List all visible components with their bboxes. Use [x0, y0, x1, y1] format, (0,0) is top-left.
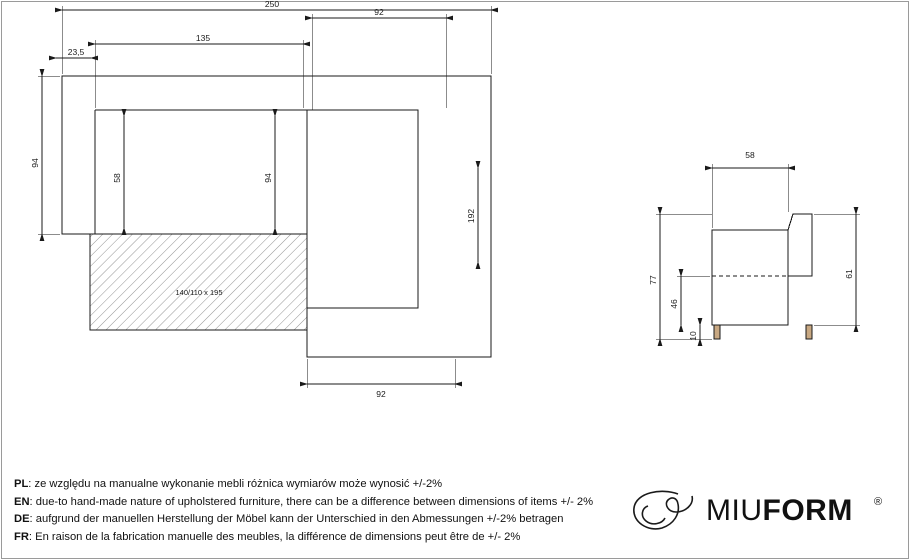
note-row [14, 494, 634, 512]
miuform-mark-icon [628, 488, 700, 534]
dim-back-height: 77 [648, 275, 658, 285]
note-text: : ze względu na manualne wykonanie mebli różnica wymiarów może wynosić +/-2% [28, 478, 443, 490]
dim-overall-width: 250 [264, 0, 280, 9]
dim-seat-depth-mid: 94 [263, 173, 273, 183]
dim-left-depth: 94 [30, 158, 40, 168]
dim-leg-height: 10 [688, 331, 698, 341]
dim-arm-width: 23,5 [67, 47, 85, 57]
brand-wordmark [706, 494, 853, 528]
brand-name-bold: FORM [762, 494, 853, 527]
dim-seat-width-left: 135 [195, 33, 211, 43]
dim-overall-depth: 192 [466, 208, 476, 224]
note-text: : due-to hand-made nature of upholstered furniture, there can be a difference between dimensions of items +/- 2% [29, 495, 594, 508]
dim-side-seat-depth: 58 [745, 150, 755, 160]
dim-seat-depth-left: 58 [112, 173, 122, 183]
note-row [14, 529, 634, 547]
registered-mark: ® [874, 496, 883, 508]
dim-right-section-width: 92 [374, 7, 384, 17]
note-text: : En raison de la fabrication manuelle des meubles, la différence de dimensions peut être de +/- 2% [28, 530, 521, 543]
disclaimer-notes [14, 476, 634, 546]
dim-arm-height: 46 [669, 299, 679, 309]
note-row [14, 511, 634, 529]
note-code: DE [14, 513, 30, 525]
bed-size-label: 140/110 x 195 [175, 288, 223, 297]
note-text: : aufgrund der manuellen Herstellung der Möbel kann der Unterschied in den Abmessungen +/-2% betragen [29, 513, 564, 525]
note-code: PL [14, 478, 29, 490]
note-code: FR [14, 530, 29, 543]
brand-name-thin: MIU [706, 494, 763, 527]
brand-logo [628, 482, 896, 544]
dim-bottom-width: 92 [376, 389, 386, 399]
note-row [14, 476, 634, 494]
note-code: EN [14, 495, 30, 508]
dim-total-height: 61 [844, 269, 854, 279]
